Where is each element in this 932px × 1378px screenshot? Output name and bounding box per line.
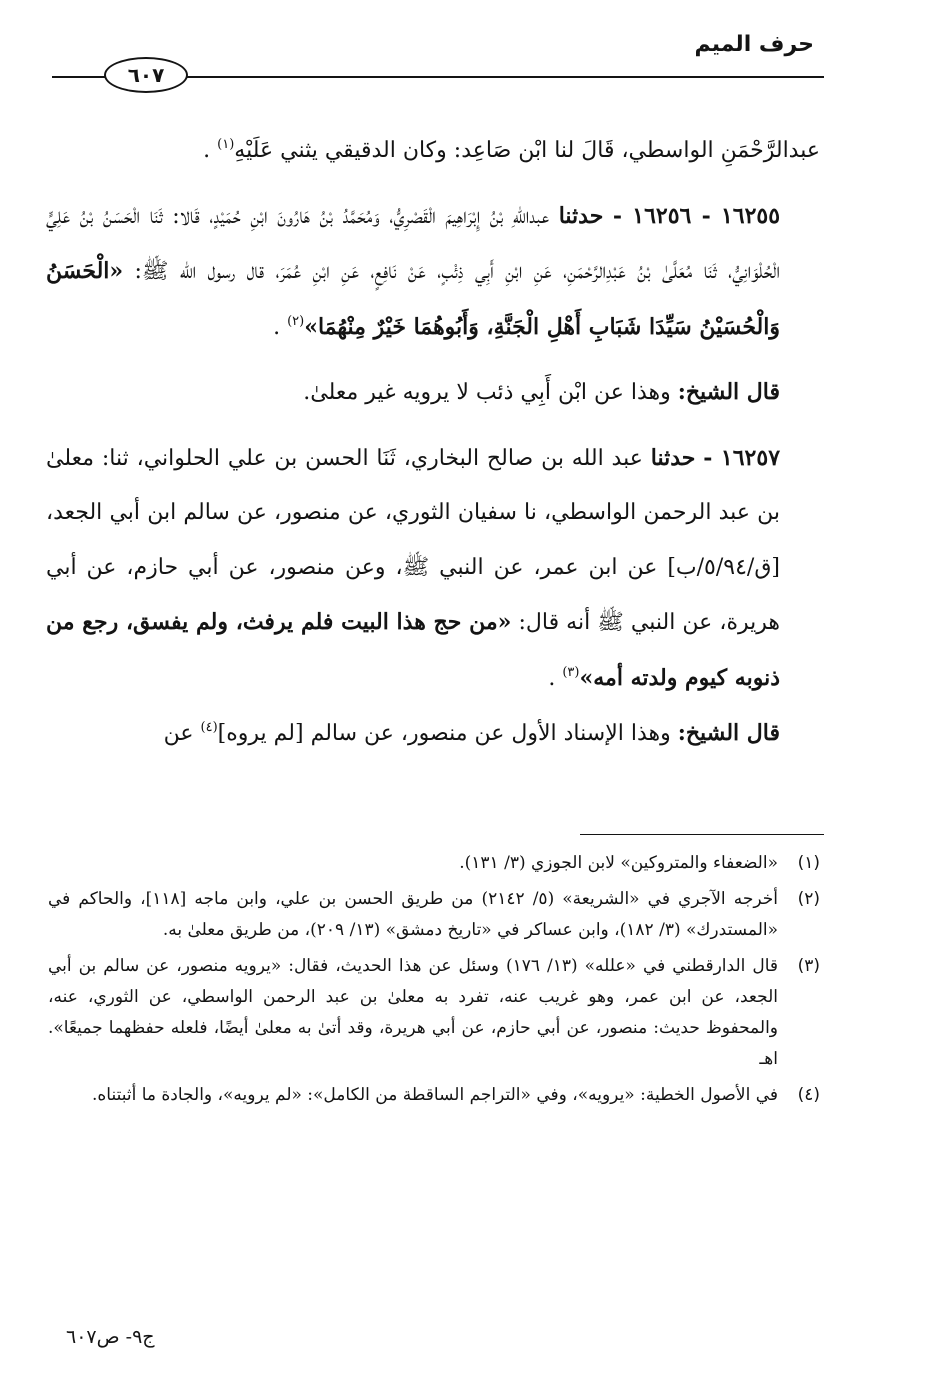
footnote-mark: (٣) <box>797 956 820 976</box>
comment-keyword: قال الشيخ: <box>677 379 780 405</box>
paragraph-continuation <box>46 124 820 179</box>
isnad-text: عبداللهِ بْنُ إِبْرَاهِيمَ الْقَصْرِيُّ، وَمُحَمَّدُ بْنُ هَارُونَ ابْنِ حُمَيْدٍ، قَالا: ثَنَا الْحَسَنُ بْنُ عَلِيٍّ الْحُلْوَانِيُّ، ثَنَا مُعَلَّىٰ بْنُ عَبْدِالرَّحْمَنِ، عَنِ ابْنِ أَبِي ذِئْبٍ، عَنْ نَافِعٍ، عَنِ ابْنِ عُمَرَ، قال رسول الله ﷺ: <box>46 203 780 284</box>
footnote-mark: (٢) <box>797 889 820 909</box>
narration-keyword: حدثنا <box>558 202 604 229</box>
sentence-end: . <box>548 665 556 691</box>
sheikh-comment <box>46 365 820 421</box>
footnote-ref[interactable]: (٤) <box>200 720 218 735</box>
comment-keyword: قال الشيخ: <box>677 720 780 746</box>
hadith-matn: «من حج هذا البيت فلم يرفث، ولم يفسق، رجع من ذنوبه كيوم ولدته أمه» <box>46 609 780 691</box>
footnote-ref[interactable]: (١) <box>217 137 235 152</box>
footnote-text: أخرجه الآجري في «الشريعة» (٥/ ٢١٤٢) من طريق الحسن بن علي، وابن ماجه [١١٨]، والحاكم في «المستدرك» (٣/ ١٨٢)، وابن عساكر في «تاريخ دمشق» (١٣/ ٢٠٩)، من طريق معلىٰ به. <box>48 889 778 940</box>
main-text <box>46 124 820 762</box>
hadith-matn: «الْحَسَنُ وَالْحُسَيْنُ سَيِّدَا شَبَابِ أَهْلِ الْجَنَّةِ، وَأَبُوهُمَا خَيْرٌ مِنْهُمَا» <box>46 258 780 340</box>
hadith-number: ١٦٢٥٧ - <box>703 444 781 471</box>
narration-keyword: حدثنا <box>650 444 696 471</box>
paragraph-text: عبدالرَّحْمَنِ الواسطي، قَالَ لنا ابْن صَاعِد: وكان الدقيقي يثني عَلَيْهِ <box>234 138 820 163</box>
comment-text: وهذا عن ابْن أَبِي ذئب لا يرويه غير معلىٰ. <box>303 380 671 405</box>
footnote-text: «الضعفاء والمتروكين» لابن الجوزي (٣/ ١٣١). <box>459 853 778 873</box>
footnotes <box>48 848 820 1116</box>
footnote-item <box>48 951 820 1075</box>
footnote-ref[interactable]: (٣) <box>562 664 580 680</box>
footnote-mark: (١) <box>797 853 820 873</box>
footnote-text: قال الدارقطني في «علله» (١٣/ ١٧٦) وسئل عن هذا الحديث، فقال: «يرويه منصور، عن سالم بن أبي الجعد، عن ابن عمر، وهو غريب عنه، تفرد به معلىٰ بن عبد الرحمن الواسطي، عن الثوري، عنه، والمحفوظ حديث: منصور، عن أبي حازم، عن أبي هريرة، وقد أتىٰ به معلىٰ أيضًا، فلعله حفظهما جميعًا». اهـ <box>48 956 778 1069</box>
footnote-item <box>48 1080 820 1111</box>
hadith-entry-16257 <box>46 431 820 707</box>
page-number: ٦٠٧ <box>127 63 165 87</box>
footnote-mark: (٤) <box>797 1085 820 1105</box>
hadith-number: ١٦٢٥٥ - ١٦٢٥٦ - <box>612 202 781 229</box>
isnad-text: عبد الله بن صالح البخاري، ثَنَا الحسن بن علي الحلواني، ثنا: معلىٰ بن عبد الرحمن الواسطي، نا سفيان الثوري، عن منصور، عن سالم ابن أبي الجعد، [ق/٥/٩٤/ب] عن ابن عمر، عن النبي ﷺ، وعن منصور، عن أبي حازم، عن أبي هريرة، عن النبي ﷺ أنه قال: <box>46 445 780 635</box>
sentence-end: . <box>273 314 281 340</box>
footnote-item <box>48 884 820 946</box>
volume-page-reference: ج٩- ص٦٠٧ <box>66 1326 155 1348</box>
sheikh-comment <box>46 706 820 762</box>
comment-text: وهذا الإسناد الأول عن منصور، عن سالم [لم يروه] <box>217 721 671 746</box>
footnote-item <box>48 848 820 879</box>
comment-continuation: عن <box>163 721 194 746</box>
page-number-badge <box>104 57 188 93</box>
footnote-separator <box>580 834 824 835</box>
sentence-end: . <box>203 138 211 163</box>
footnote-text: في الأصول الخطية: «يرويه»، وفي «التراجم الساقطة من الكامل»: «لم يرويه»، والجادة ما أثبتناه. <box>91 1085 778 1105</box>
footnote-ref[interactable]: (٢) <box>287 313 305 329</box>
hadith-entry-16255 <box>46 189 820 356</box>
running-title: حرف الميم <box>694 32 814 57</box>
